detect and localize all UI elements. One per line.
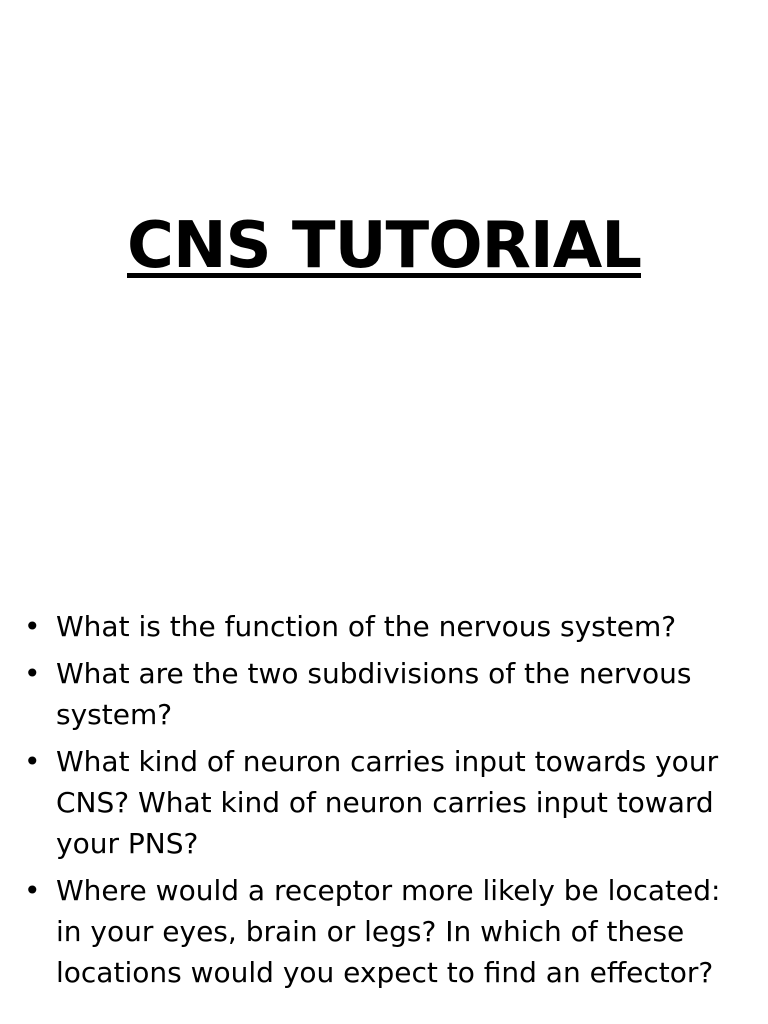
question-text: What is the function of the nervous system? (56, 610, 677, 643)
question-item (24, 870, 744, 993)
bullet-icon: • (24, 657, 41, 690)
bullet-icon: • (24, 610, 41, 643)
question-text: What kind of neuron carries input towards your CNS? What kind of neuron carries input toward your PNS? (56, 745, 719, 860)
question-list (24, 606, 744, 999)
question-item (24, 653, 744, 735)
question-item (24, 741, 744, 864)
question-text: Where would a receptor more likely be located: in your eyes, brain or legs? In which of these locations would you expect to find an effector? (56, 874, 721, 989)
bullet-icon: • (24, 745, 41, 778)
slide-title: CNS TUTORIAL (127, 209, 641, 283)
question-item (24, 606, 744, 647)
bullet-icon: • (24, 874, 41, 907)
question-text: What are the two subdivisions of the nervous system? (56, 657, 692, 731)
